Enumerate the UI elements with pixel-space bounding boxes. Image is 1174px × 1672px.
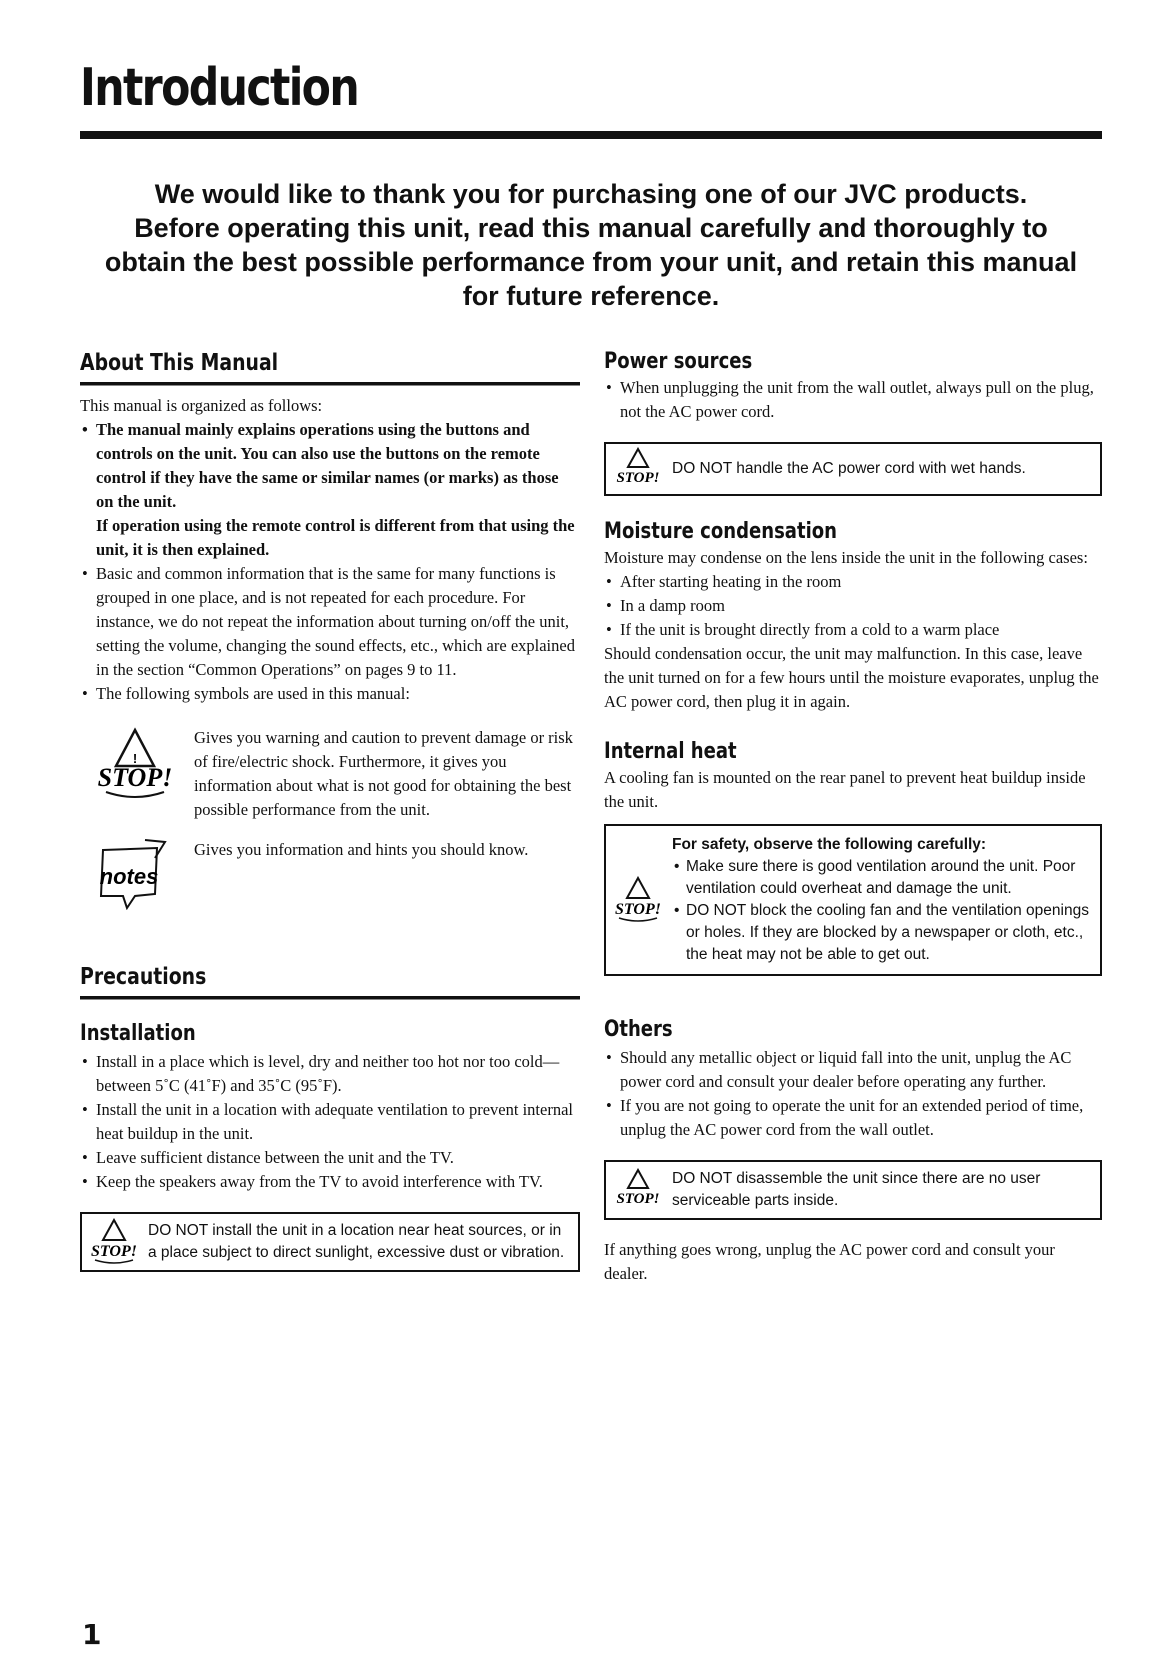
intro-statement — [80, 177, 1102, 313]
others-footer: If anything goes wrong, unplug the AC power cord and consult your dealer. — [604, 1240, 1055, 1283]
left-column — [80, 348, 580, 1272]
installation-caution: DO NOT install the unit in a location near heat sources, or in a place subject to direct sunlight, excessive dust or vibration. — [148, 1222, 565, 1261]
right-column — [604, 348, 1102, 1286]
stop-description: Gives you warning and caution to prevent damage or risk of fire/electric shock. Furthermore, it gives you information about what is not good for obtaining the best possible performance from the unit. — [194, 728, 573, 819]
stop-warning-icon — [80, 726, 190, 806]
list-item: • In a damp room — [604, 594, 1102, 618]
about-list — [80, 418, 580, 706]
heat-heading: Internal heat — [604, 739, 737, 764]
list-item: • If the unit is brought directly from a cold to a warm place — [604, 618, 1102, 642]
stop-label: STOP! — [616, 470, 660, 486]
intro-line: We would like to thank you for purchasing one of our JVC products. — [154, 179, 1028, 209]
notes-description: Gives you information and hints you should know. — [194, 840, 529, 859]
list-item: • Basic and common information that is the same for many functions is grouped in one place, and is not repeated for each procedure. For instance, we do not repeat the information about turning on/off the unit, setting the volume, changing the sound effects, etc., which are explained in the section “Common Operations” on pages 9 to 11. — [80, 562, 580, 682]
list-item: • The following symbols are used in this manual: — [80, 682, 580, 706]
intro-line: obtain the best possible performance from your unit, and retain this manual — [104, 247, 1078, 277]
heat-text: A cooling fan is mounted on the rear panel to prevent heat buildup inside the unit. — [604, 768, 1086, 811]
power-caution-box — [604, 442, 1102, 496]
stop-label: STOP! — [615, 901, 661, 918]
heat-caution-title: For safety, observe the following carefully: — [672, 836, 987, 853]
stop-label: STOP! — [97, 763, 173, 792]
list-item: • When unplugging the unit from the wall outlet, always pull on the plug, not the AC power cord. — [604, 376, 1102, 424]
others-list — [604, 1046, 1102, 1142]
installation-heading: Installation — [80, 1021, 196, 1046]
heat-caution — [670, 826, 1100, 974]
stop-warning-icon — [606, 1168, 670, 1212]
stop-symbol-row — [80, 726, 580, 822]
list-item: • Install the unit in a location with adequate ventilation to prevent internal heat buildup in the unit. — [80, 1098, 580, 1146]
about-lead: This manual is organized as follows: — [80, 396, 323, 415]
stop-warning-icon — [82, 1218, 146, 1266]
list-item: • Should any metallic object or liquid fall into the unit, unplug the AC power cord and consult your dealer before operating any further. — [604, 1046, 1102, 1094]
list-item: • Leave sufficient distance between the unit and the TV. — [80, 1146, 580, 1170]
svg-text:!: ! — [132, 751, 138, 766]
list-item: • Keep the speakers away from the TV to avoid interference with TV. — [80, 1170, 580, 1194]
notes-icon — [80, 838, 190, 910]
about-bold-item: The manual mainly explains operations using the buttons and controls on the unit. You can also use the buttons on the remote control if they have the same or similar names (or marks) as those on the unit. — [96, 420, 559, 511]
moisture-lead: Moisture may condense on the lens inside the unit in the following cases: — [604, 548, 1088, 567]
heat-caution-box — [604, 824, 1102, 976]
about-heading: About This Manual — [80, 350, 279, 376]
installation-caution-box — [80, 1212, 580, 1272]
heat-caution-list — [672, 856, 1090, 966]
title-rule — [80, 131, 1102, 139]
page-title: Introduction — [80, 58, 359, 118]
section-rule — [80, 996, 580, 1000]
precautions-heading: Precautions — [80, 964, 207, 990]
power-heading: Power sources — [604, 349, 753, 374]
list-item: • If you are not going to operate the unit for an extended period of time, unplug the AC power cord from the wall outlet. — [604, 1094, 1102, 1142]
others-caution: DO NOT disassemble the unit since there are no user serviceable parts inside. — [672, 1170, 1041, 1209]
stop-warning-icon — [606, 447, 670, 491]
installation-list — [80, 1050, 580, 1194]
notes-symbol-row — [80, 838, 580, 910]
list-item: • After starting heating in the room — [604, 570, 1102, 594]
intro-line: Before operating this unit, read this manual carefully and thoroughly to — [134, 213, 1048, 243]
power-list — [604, 376, 1102, 424]
moisture-after: Should condensation occur, the unit may malfunction. In this case, leave the unit turned on for a few hours until the moisture evaporates, unplug the AC power cord, then plug it in again. — [604, 644, 1099, 711]
about-bold-item-2: If operation using the remote control is different from that using the unit, it is then explained. — [96, 516, 575, 559]
list-item: • Install in a place which is level, dry and neither too hot nor too cold—between 5˚C (41˚F) and 35˚C (95˚F). — [80, 1050, 580, 1098]
page-number: 1 — [82, 1618, 102, 1651]
section-rule — [80, 382, 580, 386]
list-item: • DO NOT block the cooling fan and the ventilation openings or holes. If they are blocked by a newspaper or cloth, etc., the heat may not be able to get out. — [672, 900, 1090, 966]
list-item — [80, 418, 580, 562]
others-caution-box — [604, 1160, 1102, 1220]
power-caution: DO NOT handle the AC power cord with wet hands. — [672, 460, 1026, 477]
stop-label: STOP! — [616, 1191, 660, 1207]
stop-warning-icon — [606, 876, 670, 924]
others-heading: Others — [604, 1017, 673, 1042]
list-item: • Make sure there is good ventilation around the unit. Poor ventilation could overheat and damage the unit. — [672, 856, 1090, 900]
moisture-heading: Moisture condensation — [604, 519, 838, 544]
moisture-list — [604, 570, 1102, 642]
stop-label: STOP! — [91, 1243, 137, 1260]
intro-line: for future reference. — [462, 281, 720, 311]
notes-label: notes — [99, 864, 159, 889]
